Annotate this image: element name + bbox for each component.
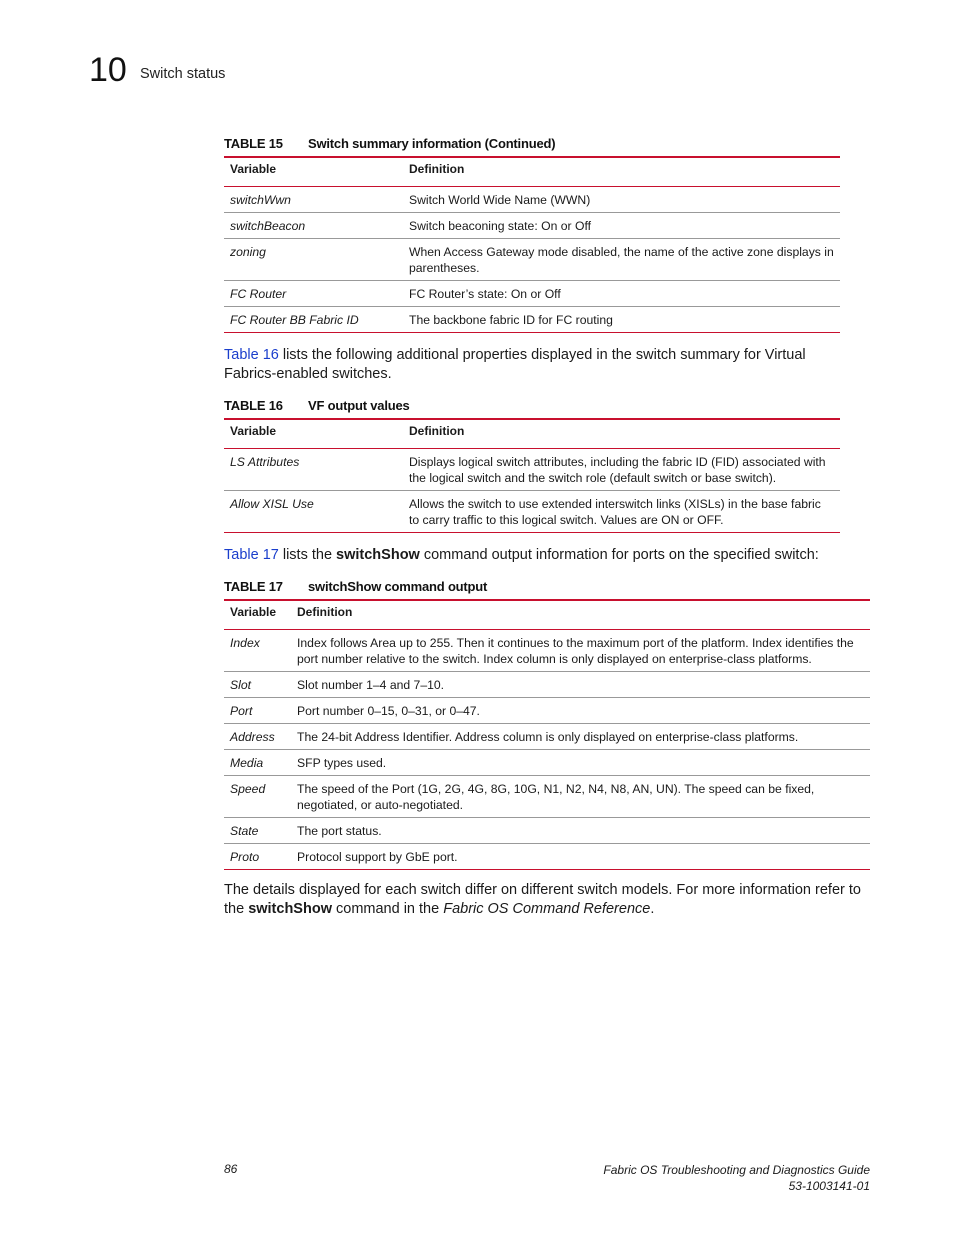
paragraph-text: lists the following additional properties displayed in the switch summary for Virtual Fabrics-enabled switches.: [224, 347, 806, 382]
table15-variable: switchWwn: [224, 187, 403, 213]
table17-variable: Address: [224, 724, 291, 750]
table-row: [224, 630, 870, 672]
table-row: [224, 187, 840, 213]
table15-variable: FC Router: [224, 281, 403, 307]
paragraph-table17-intro: [224, 546, 864, 565]
table17-definition: Protocol support by GbE port.: [291, 844, 870, 870]
table15-header-definition: Definition: [403, 157, 840, 187]
table17-header-variable: Variable: [224, 600, 291, 630]
table16-header-definition: Definition: [403, 419, 840, 449]
table17-caption: [224, 579, 487, 594]
table15-definition: FC Router’s state: On or Off: [403, 281, 840, 307]
table17-variable: Index: [224, 630, 291, 672]
table-row: [224, 239, 840, 281]
table16-variable: LS Attributes: [224, 449, 403, 491]
table17: [224, 599, 870, 870]
doc-title: Fabric OS Troubleshooting and Diagnostics Guide: [603, 1163, 870, 1177]
table17-variable: Speed: [224, 776, 291, 818]
table-row: [224, 776, 870, 818]
table15-variable: zoning: [224, 239, 403, 281]
table16-definition: Displays logical switch attributes, including the fabric ID (FID) associated with the logical switch and the switch role (default switch or base switch).: [403, 449, 840, 491]
table-row: [224, 844, 870, 870]
table17-variable: Media: [224, 750, 291, 776]
table15-header-variable: Variable: [224, 157, 403, 187]
table17-definition: The 24-bit Address Identifier. Address column is only displayed on enterprise-class platforms.: [291, 724, 870, 750]
table16-caption: [224, 398, 410, 413]
table16-definition: Allows the switch to use extended interswitch links (XISLs) in the base fabric to carry traffic to this logical switch. Values are ON or OFF.: [403, 491, 840, 533]
table16-number: TABLE 16: [224, 398, 283, 413]
table17-definition: The port status.: [291, 818, 870, 844]
table-row: [224, 281, 840, 307]
table15-number: TABLE 15: [224, 136, 283, 151]
paragraph-text: .: [650, 901, 655, 917]
table-row: [224, 672, 870, 698]
command-name: switchShow: [248, 901, 332, 917]
table17-number: TABLE 17: [224, 579, 283, 594]
table15-variable: switchBeacon: [224, 213, 403, 239]
doc-number: 53-1003141-01: [788, 1179, 870, 1193]
table16-link[interactable]: Table 16: [224, 347, 279, 363]
table-row: [224, 724, 870, 750]
table15-definition: When Access Gateway mode disabled, the name of the active zone displays in parentheses.: [403, 239, 840, 281]
table17-definition: Port number 0–15, 0–31, or 0–47.: [291, 698, 870, 724]
table17-variable: Port: [224, 698, 291, 724]
table15-caption: [224, 136, 555, 151]
table-row: [224, 449, 840, 491]
table-row: [224, 307, 840, 333]
table-row: [224, 698, 870, 724]
table15-definition: Switch beaconing state: On or Off: [403, 213, 840, 239]
footer-doc-info: [603, 1162, 870, 1194]
table-row: [224, 491, 840, 533]
command-name: switchShow: [336, 547, 420, 563]
paragraph-text: command in the: [331, 901, 444, 917]
table17-definition: Index follows Area up to 255. Then it continues to the maximum port of the platform. Index identifies the port number relative to the switch. Index column is only displayed on enterprise-class platforms.: [291, 630, 870, 672]
table17-header-definition: Definition: [291, 600, 870, 630]
table15-definition: Switch World Wide Name (WWN): [403, 187, 840, 213]
table16-variable: Allow XISL Use: [224, 491, 403, 533]
table17-link[interactable]: Table 17: [224, 547, 279, 563]
table17-variable: State: [224, 818, 291, 844]
table15-definition: The backbone fabric ID for FC routing: [403, 307, 840, 333]
paragraph-details: [224, 881, 870, 919]
table17-variable: Proto: [224, 844, 291, 870]
table17-title: switchShow command output: [308, 579, 488, 594]
reference-title: Fabric OS Command Reference: [443, 901, 651, 917]
table17-definition: Slot number 1–4 and 7–10.: [291, 672, 870, 698]
table15-variable: FC Router BB Fabric ID: [224, 307, 403, 333]
chapter-number: 10: [89, 51, 127, 89]
table17-variable: Slot: [224, 672, 291, 698]
table15-title: Switch summary information (Continued): [308, 136, 556, 151]
table16: [224, 418, 840, 533]
table15: [224, 156, 840, 333]
paragraph-table16-intro: [224, 346, 840, 384]
page-number: 86: [224, 1162, 238, 1176]
table16-title: VF output values: [308, 398, 410, 413]
table-row: [224, 213, 840, 239]
paragraph-text: The details displayed for each switch differ on different switch models. For more information refer to the: [224, 882, 861, 917]
chapter-title: Switch status: [140, 66, 226, 82]
table17-definition: The speed of the Port (1G, 2G, 4G, 8G, 10G, N1, N2, N4, N8, AN, UN). The speed can be fixed, negotiated, or auto-negotiated.: [291, 776, 870, 818]
table-row: [224, 818, 870, 844]
table-row: [224, 750, 870, 776]
paragraph-text: command output information for ports on the specified switch:: [419, 547, 819, 563]
table17-definition: SFP types used.: [291, 750, 870, 776]
table16-header-variable: Variable: [224, 419, 403, 449]
paragraph-text: lists the: [278, 547, 337, 563]
